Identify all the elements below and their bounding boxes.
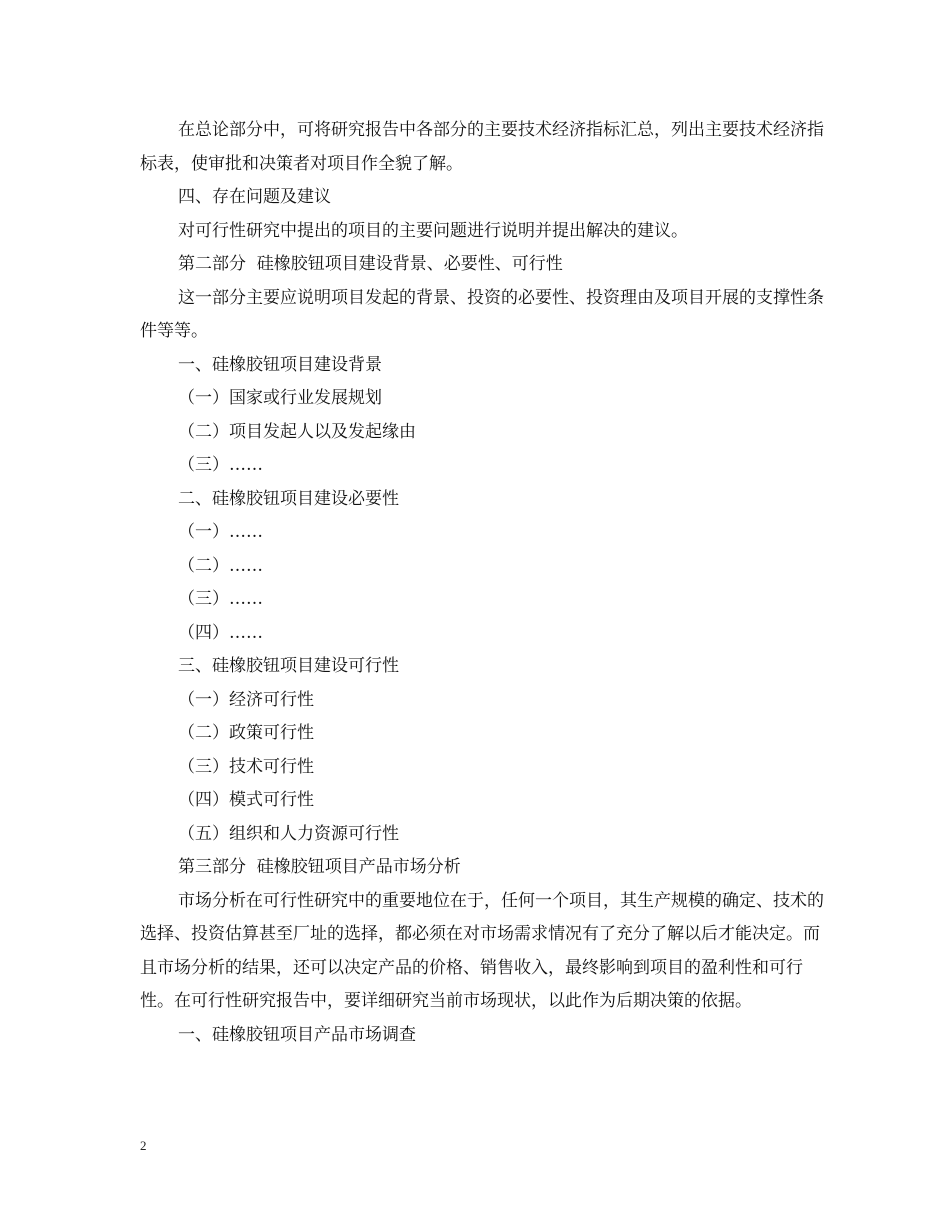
- heading-necessity: 二、硅橡胶钮项目建设必要性: [178, 488, 399, 509]
- list-item: （一）国家或行业发展规划: [178, 388, 382, 408]
- list-item: （二）……: [178, 555, 263, 576]
- paragraph-summary: 在总论部分中，可将研究报告中各部分的主要技术经济指标汇总，列出主要技术经济指标表，使审批和决策者对项目作全貌了解。: [140, 120, 824, 174]
- heading-market-survey: 一、硅橡胶钮项目产品市场调查: [178, 1024, 416, 1045]
- list-item: （四）……: [178, 622, 263, 643]
- list-item: （三）……: [178, 455, 263, 475]
- list-item: （三）技术可行性: [178, 756, 314, 777]
- page-number: 2: [140, 1138, 147, 1153]
- list-item: （一）经济可行性: [178, 689, 314, 710]
- list-item: （三）……: [178, 589, 263, 609]
- list-item: （五）组织和人力资源可行性: [178, 823, 399, 844]
- heading-issues-suggestions: 四、存在问题及建议: [178, 187, 331, 207]
- heading-part-two: 第二部分 硅橡胶钮项目建设背景、必要性、可行性: [178, 254, 563, 274]
- list-item: （二）项目发起人以及发起缘由: [178, 421, 416, 442]
- list-item: （一）……: [178, 522, 263, 542]
- paragraph-market-analysis: 市场分析在可行性研究中的重要地位在于，任何一个项目，其生产规模的确定、技术的选择、投资估算甚至厂址的选择，都必须在对市场需求情况有了充分了解以后才能决定。而且市场分析的结果，还可以决定产品的价格、销售收入，最终影响到项目的盈利性和可行性。在可行性研究报告中，要详细研究当前市场现状，以此作为后期决策的依据。: [140, 890, 824, 1011]
- heading-background: 一、硅橡胶钮项目建设背景: [178, 354, 382, 375]
- heading-part-three: 第三部分 硅橡胶钮项目产品市场分析: [178, 857, 461, 877]
- list-item: （二）政策可行性: [178, 723, 314, 743]
- document-body: [140, 114, 830, 1052]
- heading-feasibility: 三、硅橡胶钮项目建设可行性: [178, 656, 399, 676]
- paragraph-issues: 对可行性研究中提出的项目的主要问题进行说明并提出解决的建议。: [178, 220, 688, 241]
- paragraph-part-two-intro: 这一部分主要应说明项目发起的背景、投资的必要性、投资理由及项目开展的支撑性条件等等。: [140, 287, 824, 341]
- list-item: （四）模式可行性: [178, 790, 314, 810]
